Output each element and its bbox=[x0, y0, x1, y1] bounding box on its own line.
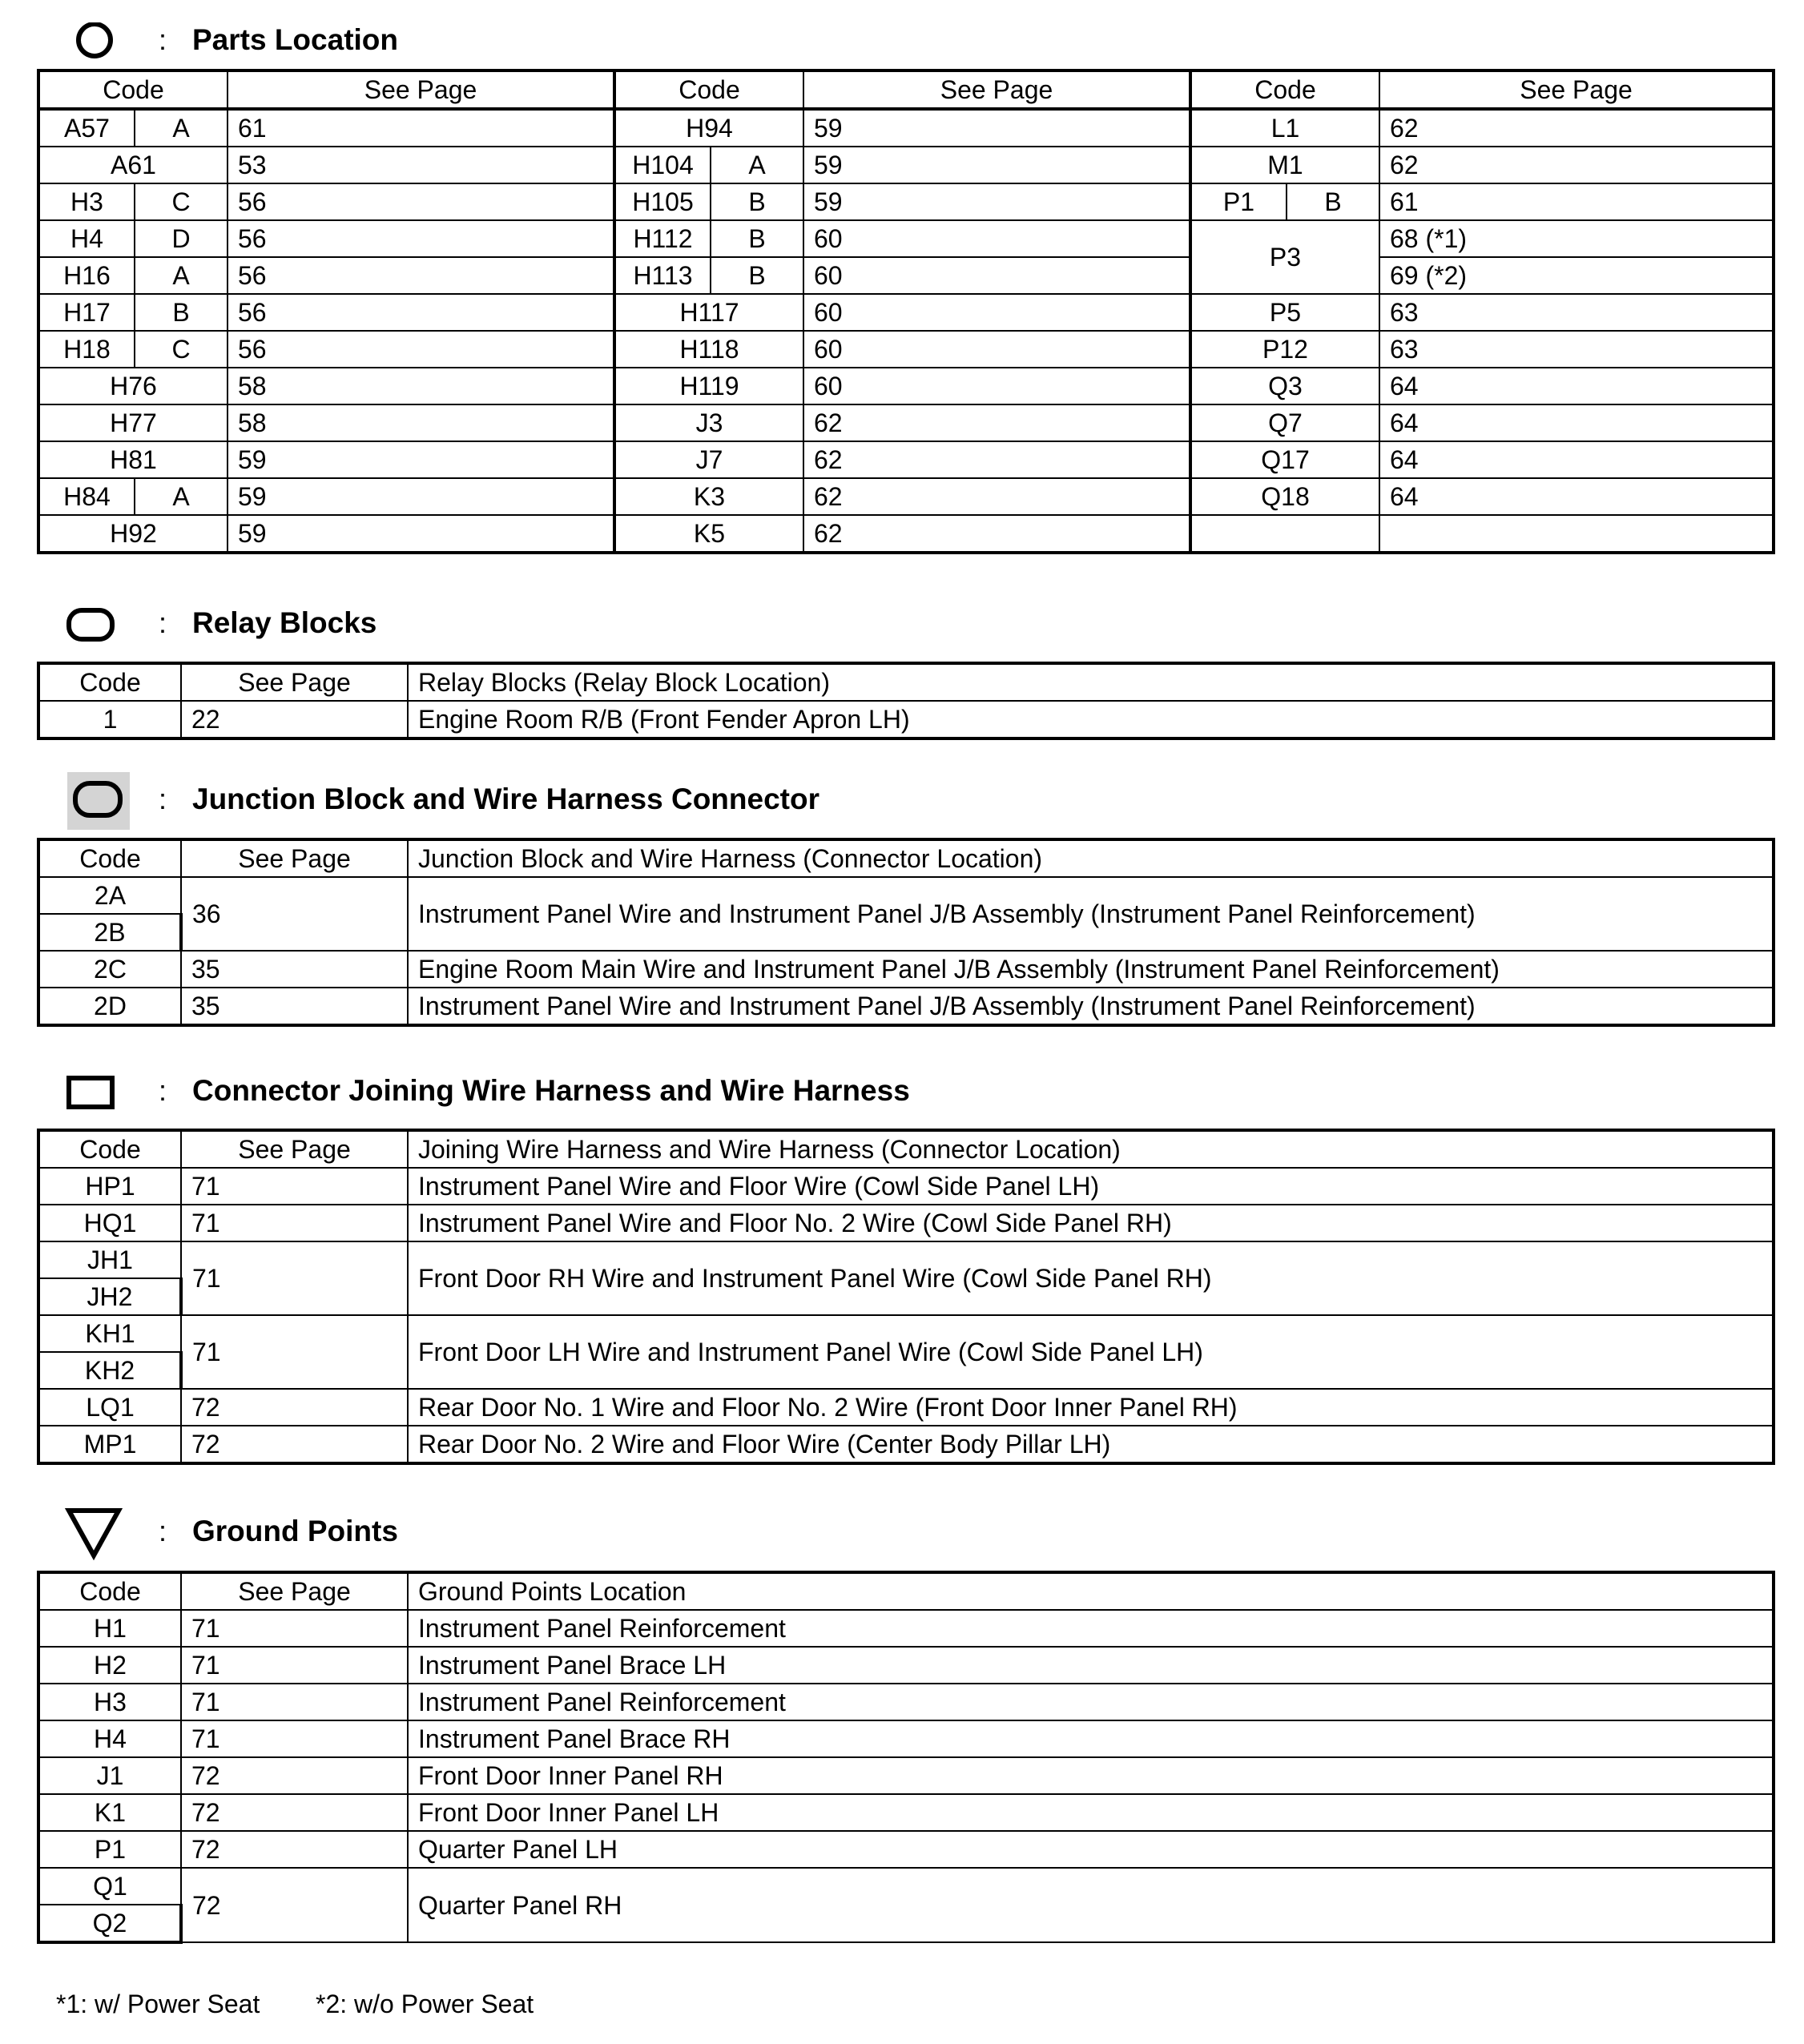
table-row bbox=[38, 1205, 1774, 1241]
code-cell: HP1 bbox=[38, 1168, 181, 1205]
page-cell: 71 bbox=[181, 1315, 408, 1389]
circle-icon bbox=[72, 22, 120, 70]
code-cell: P1 bbox=[1190, 183, 1287, 220]
header-see-page: See Page bbox=[181, 1572, 408, 1610]
table-row bbox=[38, 331, 1774, 368]
page-cell: 58 bbox=[228, 368, 614, 404]
page-cell: 71 bbox=[181, 1610, 408, 1647]
code-cell: Q17 bbox=[1190, 441, 1379, 478]
code-cell: H117 bbox=[614, 294, 803, 331]
triangle-down-icon bbox=[64, 1506, 128, 1562]
page-cell: 56 bbox=[228, 257, 614, 294]
table-row bbox=[38, 1168, 1774, 1205]
code-cell: H118 bbox=[614, 331, 803, 368]
table-row bbox=[38, 1757, 1774, 1794]
rectangle-icon bbox=[64, 1075, 120, 1115]
code-cell: J7 bbox=[614, 441, 803, 478]
ground-points-table bbox=[37, 1571, 1775, 1944]
code-cell: H4 bbox=[38, 1720, 181, 1757]
code-cell: H84 bbox=[38, 478, 135, 515]
shaded-rounded-rect-icon bbox=[67, 772, 130, 830]
code-cell: Q3 bbox=[1190, 368, 1379, 404]
code-cell: H3 bbox=[38, 1684, 181, 1720]
page-cell: 59 bbox=[228, 441, 614, 478]
page-cell: 62 bbox=[803, 478, 1190, 515]
header-see-page: See Page bbox=[181, 663, 408, 701]
page-cell: 63 bbox=[1379, 294, 1774, 331]
header-code: Code bbox=[38, 70, 228, 109]
page-cell: 72 bbox=[181, 1426, 408, 1463]
code-cell: JH2 bbox=[38, 1278, 181, 1315]
page-cell: 63 bbox=[1379, 331, 1774, 368]
page-cell: 64 bbox=[1379, 478, 1774, 515]
page-cell: 59 bbox=[228, 478, 614, 515]
header-see-page: See Page bbox=[1379, 70, 1774, 109]
code-suffix-cell: A bbox=[711, 147, 803, 183]
page-cell: 71 bbox=[181, 1720, 408, 1757]
table-row bbox=[38, 1794, 1774, 1831]
page-cell: 22 bbox=[181, 701, 408, 738]
code-cell: H105 bbox=[614, 183, 711, 220]
location-cell: Rear Door No. 1 Wire and Floor No. 2 Wire (Front Door Inner Panel RH) bbox=[408, 1389, 1774, 1426]
header-see-page: See Page bbox=[181, 839, 408, 877]
code-cell: HQ1 bbox=[38, 1205, 181, 1241]
page-cell: 36 bbox=[181, 877, 408, 951]
code-cell: A57 bbox=[38, 109, 135, 147]
page-cell bbox=[1379, 515, 1774, 553]
code-suffix-cell: B bbox=[711, 220, 803, 257]
header-location: Relay Blocks (Relay Block Location) bbox=[408, 663, 1774, 701]
code-suffix-cell: C bbox=[135, 183, 228, 220]
page-cell: 68 (*1) bbox=[1379, 220, 1774, 257]
code-suffix-cell: A bbox=[135, 478, 228, 515]
rounded-rect-icon bbox=[64, 607, 120, 647]
page-cell: 56 bbox=[228, 294, 614, 331]
table-row bbox=[38, 1720, 1774, 1757]
page-cell: 59 bbox=[228, 515, 614, 553]
table-row bbox=[38, 515, 1774, 553]
page-cell: 61 bbox=[1379, 183, 1774, 220]
location-cell: Rear Door No. 2 Wire and Floor Wire (Center Body Pillar LH) bbox=[408, 1426, 1774, 1463]
code-cell: M1 bbox=[1190, 147, 1379, 183]
page-cell: 72 bbox=[181, 1794, 408, 1831]
code-cell: Q7 bbox=[1190, 404, 1379, 441]
code-cell: JH1 bbox=[38, 1241, 181, 1278]
page-cell: 62 bbox=[803, 404, 1190, 441]
header-see-page: See Page bbox=[803, 70, 1190, 109]
header-code: Code bbox=[38, 1130, 181, 1168]
table-header-row bbox=[38, 839, 1774, 877]
location-cell: Instrument Panel Wire and Floor No. 2 Wire (Cowl Side Panel RH) bbox=[408, 1205, 1774, 1241]
code-suffix-cell: A bbox=[135, 257, 228, 294]
page-cell: 71 bbox=[181, 1647, 408, 1684]
code-suffix-cell: B bbox=[711, 183, 803, 220]
location-cell: Front Door Inner Panel LH bbox=[408, 1794, 1774, 1831]
page-cell: 59 bbox=[803, 147, 1190, 183]
table-row bbox=[38, 1389, 1774, 1426]
location-cell: Engine Room Main Wire and Instrument Panel J/B Assembly (Instrument Panel Reinforcement) bbox=[408, 951, 1774, 988]
location-cell: Instrument Panel Reinforcement bbox=[408, 1610, 1774, 1647]
page-cell: 71 bbox=[181, 1205, 408, 1241]
code-suffix-cell: B bbox=[135, 294, 228, 331]
page-cell: 62 bbox=[1379, 109, 1774, 147]
location-cell: Instrument Panel Brace RH bbox=[408, 1720, 1774, 1757]
location-cell: Instrument Panel Wire and Floor Wire (Cowl Side Panel LH) bbox=[408, 1168, 1774, 1205]
code-cell: H16 bbox=[38, 257, 135, 294]
code-cell: H81 bbox=[38, 441, 228, 478]
location-cell: Instrument Panel Brace LH bbox=[408, 1647, 1774, 1684]
page-cell: 72 bbox=[181, 1831, 408, 1868]
code-suffix-cell: B bbox=[1287, 183, 1379, 220]
header-see-page: See Page bbox=[181, 1130, 408, 1168]
table-row bbox=[38, 441, 1774, 478]
code-cell: P3 bbox=[1190, 220, 1379, 294]
code-cell: A61 bbox=[38, 147, 228, 183]
code-cell bbox=[1190, 515, 1379, 553]
code-cell: 2A bbox=[38, 877, 181, 914]
table-header-row bbox=[38, 663, 1774, 701]
code-cell: L1 bbox=[1190, 109, 1379, 147]
code-cell: K5 bbox=[614, 515, 803, 553]
header-location: Junction Block and Wire Harness (Connector Location) bbox=[408, 839, 1774, 877]
relay-blocks-table bbox=[37, 662, 1775, 740]
section-title: Junction Block and Wire Harness Connector bbox=[192, 783, 819, 815]
code-cell: H94 bbox=[614, 109, 803, 147]
table-row bbox=[38, 220, 1774, 257]
page-cell: 62 bbox=[1379, 147, 1774, 183]
code-suffix-cell: A bbox=[135, 109, 228, 147]
location-cell: Front Door RH Wire and Instrument Panel Wire (Cowl Side Panel RH) bbox=[408, 1241, 1774, 1315]
heading-colon: : bbox=[159, 23, 167, 56]
code-cell: H77 bbox=[38, 404, 228, 441]
table-header-row bbox=[38, 70, 1774, 109]
code-cell: Q2 bbox=[38, 1905, 181, 1942]
code-cell: K1 bbox=[38, 1794, 181, 1831]
parts-location-body bbox=[38, 109, 1774, 553]
code-cell: P12 bbox=[1190, 331, 1379, 368]
table-row bbox=[38, 404, 1774, 441]
page-cell: 62 bbox=[803, 441, 1190, 478]
junction-block-table bbox=[37, 838, 1775, 1027]
footnote-power-seat: *1: w/ Power Seat bbox=[56, 1990, 260, 2018]
header-see-page: See Page bbox=[228, 70, 614, 109]
code-cell: H1 bbox=[38, 1610, 181, 1647]
code-cell: H92 bbox=[38, 515, 228, 553]
header-code: Code bbox=[38, 1572, 181, 1610]
header-code: Code bbox=[38, 839, 181, 877]
table-row bbox=[38, 1315, 1774, 1352]
code-cell: H113 bbox=[614, 257, 711, 294]
page-cell: 60 bbox=[803, 220, 1190, 257]
connector-joining-table bbox=[37, 1129, 1775, 1465]
heading-colon: : bbox=[159, 1074, 167, 1107]
code-suffix-cell: D bbox=[135, 220, 228, 257]
location-cell: Quarter Panel RH bbox=[408, 1868, 1774, 1942]
code-cell: H4 bbox=[38, 220, 135, 257]
heading-colon: : bbox=[159, 1515, 167, 1547]
location-cell: Instrument Panel Reinforcement bbox=[408, 1684, 1774, 1720]
table-row bbox=[38, 294, 1774, 331]
location-cell: Engine Room R/B (Front Fender Apron LH) bbox=[408, 701, 1774, 738]
code-suffix-cell: C bbox=[135, 331, 228, 368]
parts-location-table bbox=[37, 69, 1775, 554]
code-cell: H104 bbox=[614, 147, 711, 183]
header-code: Code bbox=[614, 70, 803, 109]
header-code: Code bbox=[38, 663, 181, 701]
location-cell: Instrument Panel Wire and Instrument Panel J/B Assembly (Instrument Panel Reinforcement) bbox=[408, 988, 1774, 1025]
table-header-row bbox=[38, 1572, 1774, 1610]
page-cell: 59 bbox=[803, 183, 1190, 220]
code-cell: 1 bbox=[38, 701, 181, 738]
code-cell: MP1 bbox=[38, 1426, 181, 1463]
page-cell: 64 bbox=[1379, 368, 1774, 404]
table-row bbox=[38, 951, 1774, 988]
code-cell: H119 bbox=[614, 368, 803, 404]
table-row bbox=[38, 478, 1774, 515]
page-cell: 60 bbox=[803, 294, 1190, 331]
table-row bbox=[38, 1868, 1774, 1905]
table-row bbox=[38, 988, 1774, 1025]
page-cell: 64 bbox=[1379, 404, 1774, 441]
page-cell: 58 bbox=[228, 404, 614, 441]
code-cell: H76 bbox=[38, 368, 228, 404]
code-cell: H17 bbox=[38, 294, 135, 331]
code-cell: H112 bbox=[614, 220, 711, 257]
code-cell: Q1 bbox=[38, 1868, 181, 1905]
code-cell: K3 bbox=[614, 478, 803, 515]
section-title: Ground Points bbox=[192, 1515, 398, 1547]
page-cell: 71 bbox=[181, 1684, 408, 1720]
page-cell: 56 bbox=[228, 331, 614, 368]
header-location: Ground Points Location bbox=[408, 1572, 1774, 1610]
code-cell: J1 bbox=[38, 1757, 181, 1794]
table-row bbox=[38, 183, 1774, 220]
code-cell: KH2 bbox=[38, 1352, 181, 1389]
code-cell: H18 bbox=[38, 331, 135, 368]
table-row bbox=[38, 109, 1774, 147]
table-row bbox=[38, 877, 1774, 914]
header-code: Code bbox=[1190, 70, 1379, 109]
page-cell: 60 bbox=[803, 331, 1190, 368]
code-cell: H2 bbox=[38, 1647, 181, 1684]
page-cell: 69 (*2) bbox=[1379, 257, 1774, 294]
page-cell: 64 bbox=[1379, 441, 1774, 478]
table-row bbox=[38, 1831, 1774, 1868]
code-cell: 2B bbox=[38, 914, 181, 951]
code-cell: Q18 bbox=[1190, 478, 1379, 515]
location-cell: Quarter Panel LH bbox=[408, 1831, 1774, 1868]
code-cell: H3 bbox=[38, 183, 135, 220]
heading-colon: : bbox=[159, 606, 167, 639]
page-cell: 56 bbox=[228, 183, 614, 220]
location-cell: Instrument Panel Wire and Instrument Panel J/B Assembly (Instrument Panel Reinforcement) bbox=[408, 877, 1774, 951]
code-cell: P1 bbox=[38, 1831, 181, 1868]
page-cell: 61 bbox=[228, 109, 614, 147]
section-title: Parts Location bbox=[192, 23, 398, 56]
location-cell: Front Door LH Wire and Instrument Panel Wire (Cowl Side Panel LH) bbox=[408, 1315, 1774, 1389]
page-cell: 71 bbox=[181, 1241, 408, 1315]
page-cell: 72 bbox=[181, 1868, 408, 1942]
location-cell: Front Door Inner Panel RH bbox=[408, 1757, 1774, 1794]
table-row bbox=[38, 1610, 1774, 1647]
page-cell: 71 bbox=[181, 1168, 408, 1205]
page-cell: 60 bbox=[803, 368, 1190, 404]
code-suffix-cell: B bbox=[711, 257, 803, 294]
table-row bbox=[38, 368, 1774, 404]
page-cell: 35 bbox=[181, 988, 408, 1025]
page-cell: 56 bbox=[228, 220, 614, 257]
page-cell: 60 bbox=[803, 257, 1190, 294]
table-row bbox=[38, 147, 1774, 183]
table-row bbox=[38, 1684, 1774, 1720]
page-cell: 53 bbox=[228, 147, 614, 183]
table-row bbox=[38, 701, 1774, 738]
section-title: Relay Blocks bbox=[192, 606, 377, 639]
table-header-row bbox=[38, 1130, 1774, 1168]
code-cell: 2D bbox=[38, 988, 181, 1025]
table-row bbox=[38, 257, 1774, 294]
header-location: Joining Wire Harness and Wire Harness (Connector Location) bbox=[408, 1130, 1774, 1168]
table-row bbox=[38, 1647, 1774, 1684]
code-cell: J3 bbox=[614, 404, 803, 441]
code-cell: 2C bbox=[38, 951, 181, 988]
heading-colon: : bbox=[159, 783, 167, 815]
table-row bbox=[38, 1426, 1774, 1463]
footnote-no-power-seat: *2: w/o Power Seat bbox=[316, 1990, 534, 2018]
code-cell: P5 bbox=[1190, 294, 1379, 331]
code-cell: LQ1 bbox=[38, 1389, 181, 1426]
page-cell: 72 bbox=[181, 1757, 408, 1794]
section-title: Connector Joining Wire Harness and Wire Harness bbox=[192, 1074, 910, 1107]
page-cell: 62 bbox=[803, 515, 1190, 553]
page-cell: 59 bbox=[803, 109, 1190, 147]
page-cell: 72 bbox=[181, 1389, 408, 1426]
page-cell: 35 bbox=[181, 951, 408, 988]
table-row bbox=[38, 1241, 1774, 1278]
code-cell: KH1 bbox=[38, 1315, 181, 1352]
